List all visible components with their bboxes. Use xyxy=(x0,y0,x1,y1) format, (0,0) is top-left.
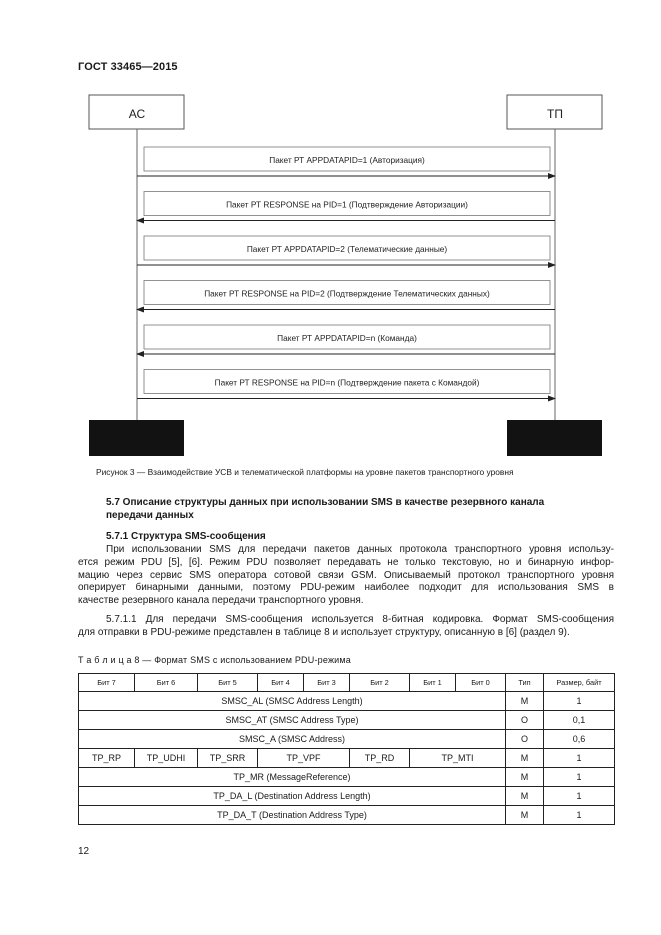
field-cell: TP_DA_L (Destination Address Length) xyxy=(79,787,506,806)
bit-field-cell: TP_SRR xyxy=(198,749,258,768)
document-header: ГОСТ 33465—2015 xyxy=(78,61,178,73)
paragraph-line: для отправки в PDU-режиме представлен в таблице 8 и использует структуру, описанную в [6] (раздел 9). xyxy=(78,626,570,638)
table-row xyxy=(79,787,615,806)
message-label-4: Пакет РТ RESPONSE на PID=2 (Подтверждение Телематических данных) xyxy=(204,288,490,299)
table-header-row xyxy=(79,674,615,692)
paragraph-sms-pdu xyxy=(78,544,614,608)
message-label-6: Пакет РТ RESPONSE на PID=n (Подтверждение пакета с Командой) xyxy=(214,377,480,388)
left-actor-label: АС xyxy=(128,107,146,121)
column-header: Бит 4 xyxy=(258,674,304,692)
paragraph-line: качестве резервного канала передачи транспортного уровня. xyxy=(78,595,364,607)
table-row xyxy=(79,806,615,825)
field-cell: SMSC_AL (SMSC Address Length) xyxy=(79,692,506,711)
right-activation-bar xyxy=(507,420,602,456)
table-row xyxy=(79,711,615,730)
paragraph-line: ется режим PDU [5], [6]. Режим PDU позволяет передавать не только текстовую, но и бинарную инфор- xyxy=(78,556,614,568)
type-cell: M xyxy=(506,692,544,711)
message-label-3: Пакет РТ APPDATAPID=2 (Телематические данные) xyxy=(246,244,448,254)
bit-field-cell: TP_RD xyxy=(350,749,410,768)
column-header: Бит 2 xyxy=(350,674,410,692)
field-cell: SMSC_A (SMSC Address) xyxy=(79,730,506,749)
message-label-1: Пакет РТ APPDATAPID=1 (Авторизация) xyxy=(269,155,425,165)
table-row xyxy=(79,692,615,711)
column-header: Бит 1 xyxy=(410,674,456,692)
size-cell: 1 xyxy=(544,749,615,768)
page-number: 12 xyxy=(78,846,90,857)
paragraph-line: При использовании SMS для передачи пакетов данных протокола транспортного уровня использу- xyxy=(106,544,614,555)
field-cell: TP_DA_T (Destination Address Type) xyxy=(79,806,506,825)
sequence-diagram xyxy=(0,0,661,460)
column-header: Бит 0 xyxy=(456,674,506,692)
type-cell: M xyxy=(506,749,544,768)
table-row xyxy=(79,768,615,787)
size-cell: 1 xyxy=(544,787,615,806)
column-header: Тип xyxy=(506,674,544,692)
bit-field-cell: TP_MTI xyxy=(410,749,506,768)
bit-field-cell: TP_RP xyxy=(79,749,135,768)
message-label-5: Пакет РТ APPDATAPID=n (Команда) xyxy=(277,333,417,343)
figure-caption: Рисунок 3 — Взаимодействие УСВ и телематической платформы на уровне пакетов транспортного уровня xyxy=(96,467,514,477)
type-cell: M xyxy=(506,787,544,806)
section-title: 5.7 Описание структуры данных при использовании SMS в качестве резервного канала передачи данных xyxy=(106,497,545,521)
size-cell: 0,1 xyxy=(544,711,615,730)
left-activation-bar xyxy=(89,420,184,456)
paragraph-line: 5.7.1.1 Для передачи SMS-сообщения используется 8-битная кодировка. Формат SMS-сообщения xyxy=(106,614,614,625)
paragraph-line: мацию через сервис SMS оператора сотовой связи GSM. Описываемый протокол транспортного уровня xyxy=(78,569,614,581)
column-header: Бит 5 xyxy=(198,674,258,692)
size-cell: 1 xyxy=(544,768,615,787)
column-header: Бит 7 xyxy=(79,674,135,692)
bit-field-cell: TP_VPF xyxy=(258,749,350,768)
column-header: Бит 3 xyxy=(304,674,350,692)
size-cell: 0,6 xyxy=(544,730,615,749)
field-cell: SMSC_AT (SMSC Address Type) xyxy=(79,711,506,730)
pdu-format-table xyxy=(78,673,615,825)
table-row xyxy=(79,749,615,768)
type-cell: M xyxy=(506,768,544,787)
type-cell: O xyxy=(506,730,544,749)
type-cell: M xyxy=(506,806,544,825)
column-header: Бит 6 xyxy=(135,674,198,692)
paragraph-sms-encoding xyxy=(78,614,614,640)
column-header: Размер, байт xyxy=(544,674,615,692)
message-label-2: Пакет РТ RESPONSE на PID=1 (Подтверждение Авторизации) xyxy=(226,199,468,210)
field-cell: TP_MR (MessageReference) xyxy=(79,768,506,787)
type-cell: O xyxy=(506,711,544,730)
paragraph-line: оперирует бинарными данными, поэтому PDU-режим наиболее подходит для использования SMS в xyxy=(78,582,614,594)
right-actor-label: ТП xyxy=(547,107,563,121)
size-cell: 1 xyxy=(544,806,615,825)
table-row xyxy=(79,730,615,749)
subsection-title: 5.7.1 Структура SMS-сообщения xyxy=(106,531,266,542)
table-caption: Т а б л и ц а 8 — Формат SMS с использованием PDU-режима xyxy=(78,655,351,665)
size-cell: 1 xyxy=(544,692,615,711)
bit-field-cell: TP_UDHI xyxy=(135,749,198,768)
